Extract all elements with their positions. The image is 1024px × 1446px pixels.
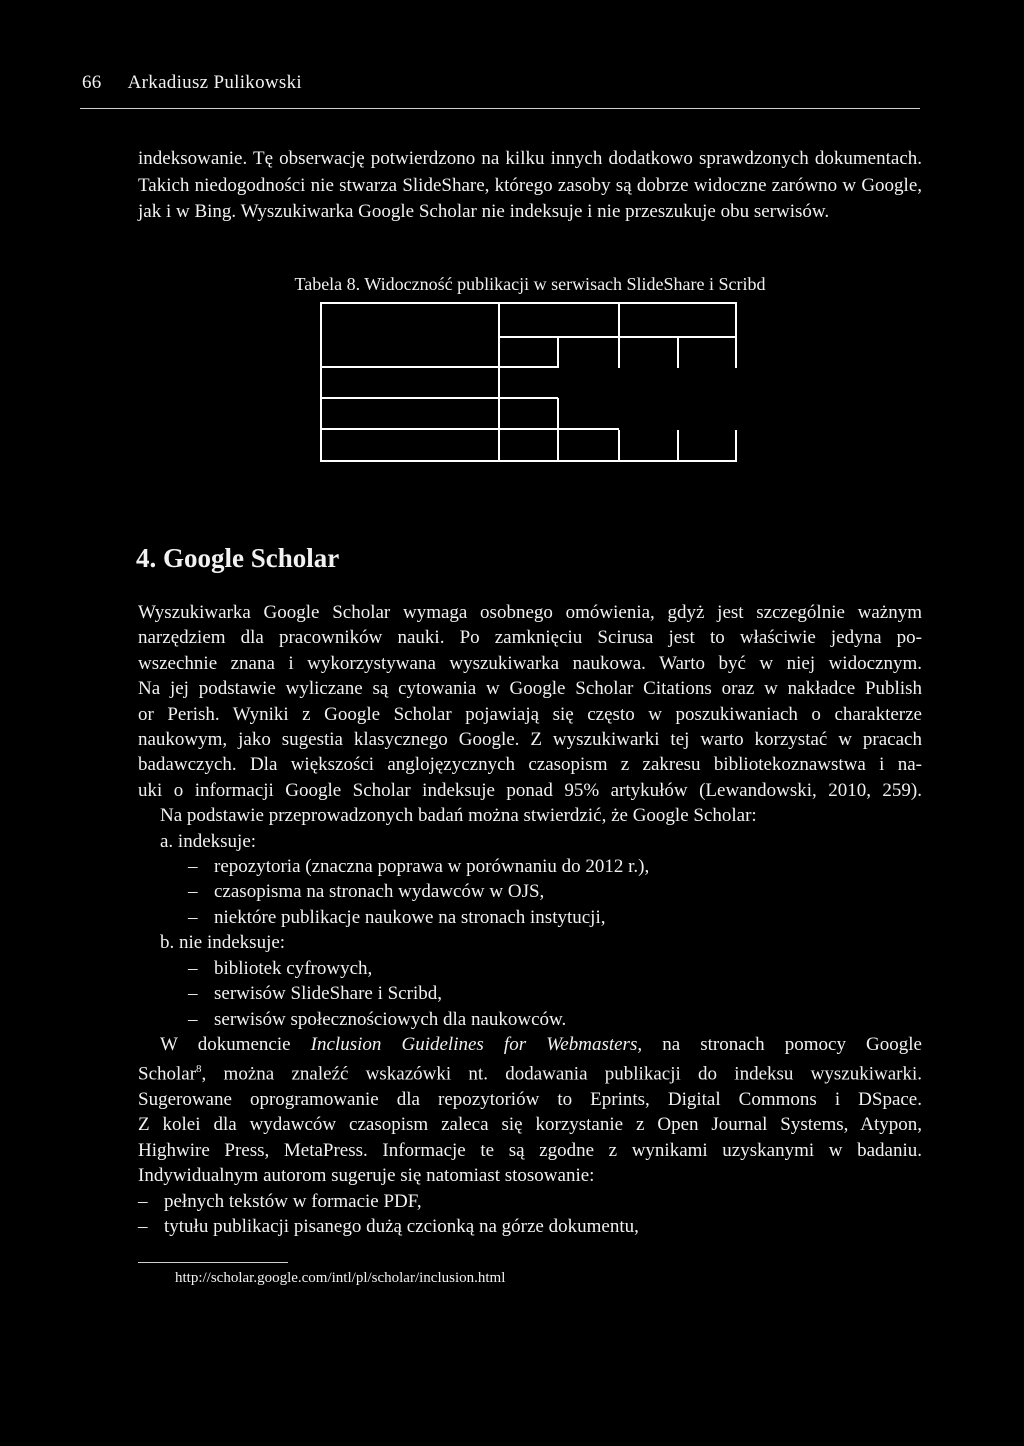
para-line: uki o informacji Google Scholar indeksuje ponad 95% artykułów (Lewandowski, 2010, 259). [138,779,922,801]
list-item-text: tytułu publikacji pisanego dużą czcionką na górze dokumentu, [164,1216,639,1238]
section-heading: 4. Google Scholar [136,543,340,573]
para-line: Indywidualnym autorom sugeruje się natomiast stosowanie: [138,1165,595,1187]
list-label: b. nie indeksuje: [160,932,286,954]
para-line: or Perish. Wyniki z Google Scholar pojawiają się często w poszukiwaniach o charakterze [138,703,922,725]
para-line: Na jej podstawie wyliczane są cytowania w Google Scholar Citations oraz w nakładce Publish [138,678,922,700]
para-line: narzędziem dla pracowników nauki. Po zamknięciu Scirusa jest to właściwie jedyna po- [138,627,922,649]
text-run: , można znaleźć wskazówki nt. dodawania publikacji do indeksu wyszukiwarki. [201,1063,922,1085]
list-item-text: czasopisma na stronach wydawców w OJS, [214,881,545,903]
para-line: naukowym, jako sugestia klasycznego Google. Z wyszukiwarki tej warto korzystać w pracach [138,729,922,751]
header-rule [80,108,920,109]
para-line: Wyszukiwarka Google Scholar wymaga osobnego omówienia, gdyż jest szczególnie ważnym [138,602,922,623]
dash: – [188,856,198,878]
footnote-rule [138,1262,288,1263]
list-item-text: serwisów społecznościowych dla naukowców. [214,1008,567,1030]
dash: – [188,957,198,979]
dash: – [138,1216,148,1238]
list-label: a. indeksuje: [160,830,257,852]
intro-paragraph: indeksowanie. Tę obserwację potwierdzono na kilku innych dodatkowo sprawdzonych dokumentach. Takich niedogodności nie stwarza SlideShare, którego zasoby są dobrze widoczne zarówno w Google, jak i w Bing. Wyszukiwarka Google Scholar nie indeksuje i nie przeszukuje obu serwisów. [138,148,922,222]
dash: – [188,881,198,903]
para-line: Na podstawie przeprowadzonych badań można stwierdzić, że Google Scholar: [160,805,757,827]
list-item-text: repozytoria (znaczna poprawa w porównaniu do 2012 r.), [214,856,650,878]
footnote-ref: 8 [196,1063,202,1076]
list-item [138,905,922,930]
footnote: http://scholar.google.com/intl/pl/scholar/inclusion.html [175,1270,506,1286]
table-caption: Tabela 8. Widoczność publikacji w serwisach SlideShare i Scribd [294,274,766,294]
table-8-outline [320,302,740,464]
para-line: wszechnie znana i wykorzystywana wyszukiwarka naukowa. Warto być w niej widocznym. [138,652,922,674]
dash: – [188,906,198,928]
para-line: badawczych. Dla większości anglojęzycznych czasopism z zakresu bibliotekoznawstwa i na- [138,754,922,776]
list-item [138,879,922,904]
running-header [82,72,302,94]
list-item [138,1189,922,1214]
list-item [138,1007,922,1032]
list-item [138,981,922,1006]
list-item [138,956,922,981]
section-body [138,600,922,1239]
dash: – [188,1008,198,1030]
text-run: W dokumencie [160,1033,311,1055]
list-item [138,1214,922,1239]
dash: – [188,983,198,1005]
dash: – [138,1190,148,1212]
para-line: Sugerowane oprogramowanie dla repozytoriów to Eprints, Digital Commons i DSpace. [138,1089,922,1111]
para-line [138,1032,922,1057]
list-item [138,854,922,879]
document-title: Inclusion Guidelines for Webmasters [310,1033,638,1055]
list-item-text: serwisów SlideShare i Scribd, [214,983,442,1005]
text-run: , na stronach pomocy Google [637,1033,922,1055]
para-line: Highwire Press, MetaPress. Informacje te są zgodne z wynikami uzyskanymi w badaniu. [138,1139,922,1161]
para-line: Z kolei dla wydawców czasopism zaleca się korzystanie z Open Journal Systems, Atypon, [138,1114,922,1136]
para-line [138,1057,922,1087]
list-item-text: niektóre publikacje naukowe na stronach instytucji, [214,906,606,928]
text-run: Scholar [138,1063,197,1085]
list-item-text: pełnych tekstów w formacie PDF, [164,1190,422,1212]
page-number: 66 [82,72,102,93]
author-name: Arkadiusz Pulikowski [127,72,302,93]
list-item-text: bibliotek cyfrowych, [214,957,373,979]
